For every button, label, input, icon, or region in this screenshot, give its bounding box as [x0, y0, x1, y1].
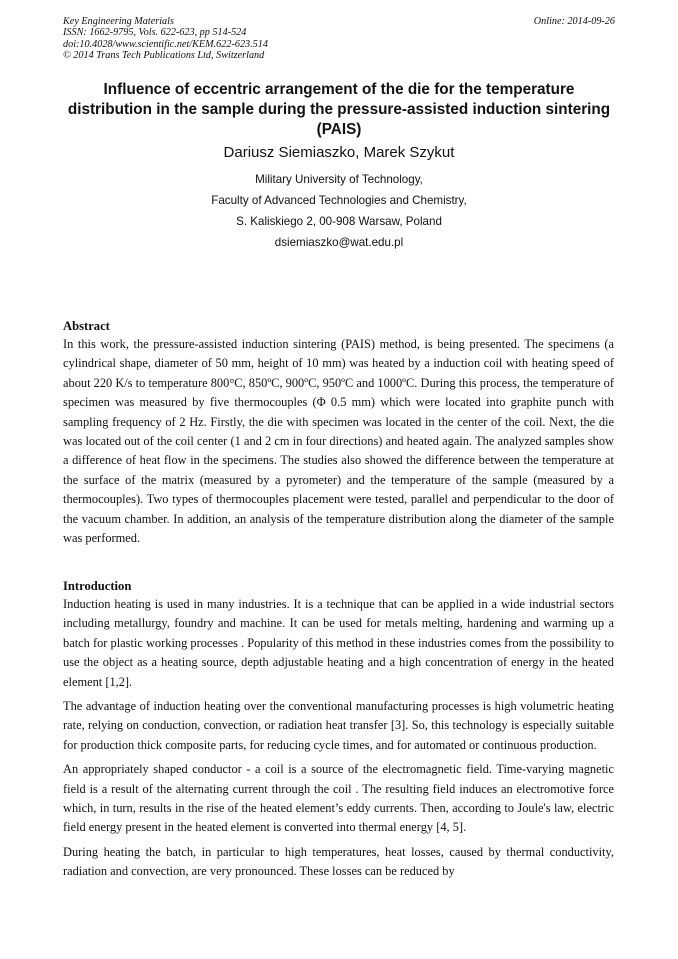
paper-title: Influence of eccentric arrangement of the die for the temperature distribution in the sample during the pressure-assisted induction sintering (PAIS) — [67, 81, 611, 138]
paragraph: An appropriately shaped conductor - a coil is a source of the electromagnetic field. Time-varying magnetic field is a result of the alternating current through the coil . The resulting field induces an electromotive force which, in turn, results in the rise of the heated element’s eddy currents. Then, according to Joule's law, electric field energy present in the heated element is converted into thermal energy [4, 5]. — [63, 762, 614, 835]
paragraph: Induction heating is used in many industries. It is a technique that can be applied in a wide industrial sectors including metallurgy, foundry and machine. It can be used for metals melting, hardening and warming up a batch for plastic working processes . Popularity of this method in these industries comes from the possibility to use the object as a heating source, depth adjustable heating and a high concentration of energy in the heated element [1,2]. — [63, 597, 614, 689]
affiliation — [0, 169, 678, 253]
affiliation-line: S. Kaliskiego 2, 00-908 Warsaw, Poland — [236, 215, 442, 228]
copyright-line: © 2014 Trans Tech Publications Ltd, Switzerland — [63, 50, 265, 62]
paragraph: The advantage of induction heating over the conventional manufacturing processes is high volumetric heating rate, relying on conduction, convection, or radiation heat transfer [3]. So, this technology is especially suitable for production thick composite parts, for reducing cycle times, and for automated or continuous production. — [63, 699, 614, 752]
authors: Dariusz Siemiaszko, Marek Szykut — [223, 144, 455, 161]
journal-name: Key Engineering Materials — [63, 16, 174, 27]
introduction-heading: Introduction — [63, 579, 132, 593]
affiliation-line: Faculty of Advanced Technologies and Chemistry, — [211, 194, 467, 207]
introduction-section — [63, 578, 614, 887]
abstract-heading: Abstract — [63, 319, 110, 333]
paragraph: During heating the batch, in particular to high temperatures, heat losses, caused by thermal conductivity, radiation and convection, are very pronounced. These losses can be reduced by — [63, 844, 614, 879]
issn-line: ISSN: 1662-9795, Vols. 622-623, pp 514-524 — [63, 27, 247, 39]
author-email: dsiemiaszko@wat.edu.pl — [274, 236, 404, 249]
online-date: Online: 2014-09-26 — [533, 16, 615, 27]
affiliation-line: Military University of Technology, — [255, 173, 423, 186]
journal-header — [63, 16, 615, 62]
abstract-text: In this work, the pressure-assisted induction sintering (PAIS) method, is being presented. The specimens (a cylindrical shape, diameter of 50 mm, height of 10 mm) was heated by a induction coil with heating speed of about 220 K/s to temperature 800°C, 850ºC, 900ºC, 950ºC and 1000ºC. During this process, the temperature of specimen was measured by five thermocouples (Φ 0.5 mm) which were located into graphite punch with sampling frequency of 2 Hz. Firstly, the die with specimen was located in the center of the coil. Next, the die was located out of the coil center (1 and 2 cm in four directions) and heated again. The analyzed samples show a difference of heat flow in the specimens. The studies also showed the difference between the temperature at the surface of the matrix (measured by a pyrometer) and the temperature of the sample (measured by a thermocouples). Two types of thermocouples placement were tested, parallel and perpendicular to the door of the vacuum chamber. In addition, an analysis of the temperature distribution along the diameter of the sample was performed. — [63, 337, 614, 546]
abstract-section — [63, 318, 614, 548]
doi-line: doi:10.4028/www.scientific.net/KEM.622-623.514 — [63, 38, 268, 50]
